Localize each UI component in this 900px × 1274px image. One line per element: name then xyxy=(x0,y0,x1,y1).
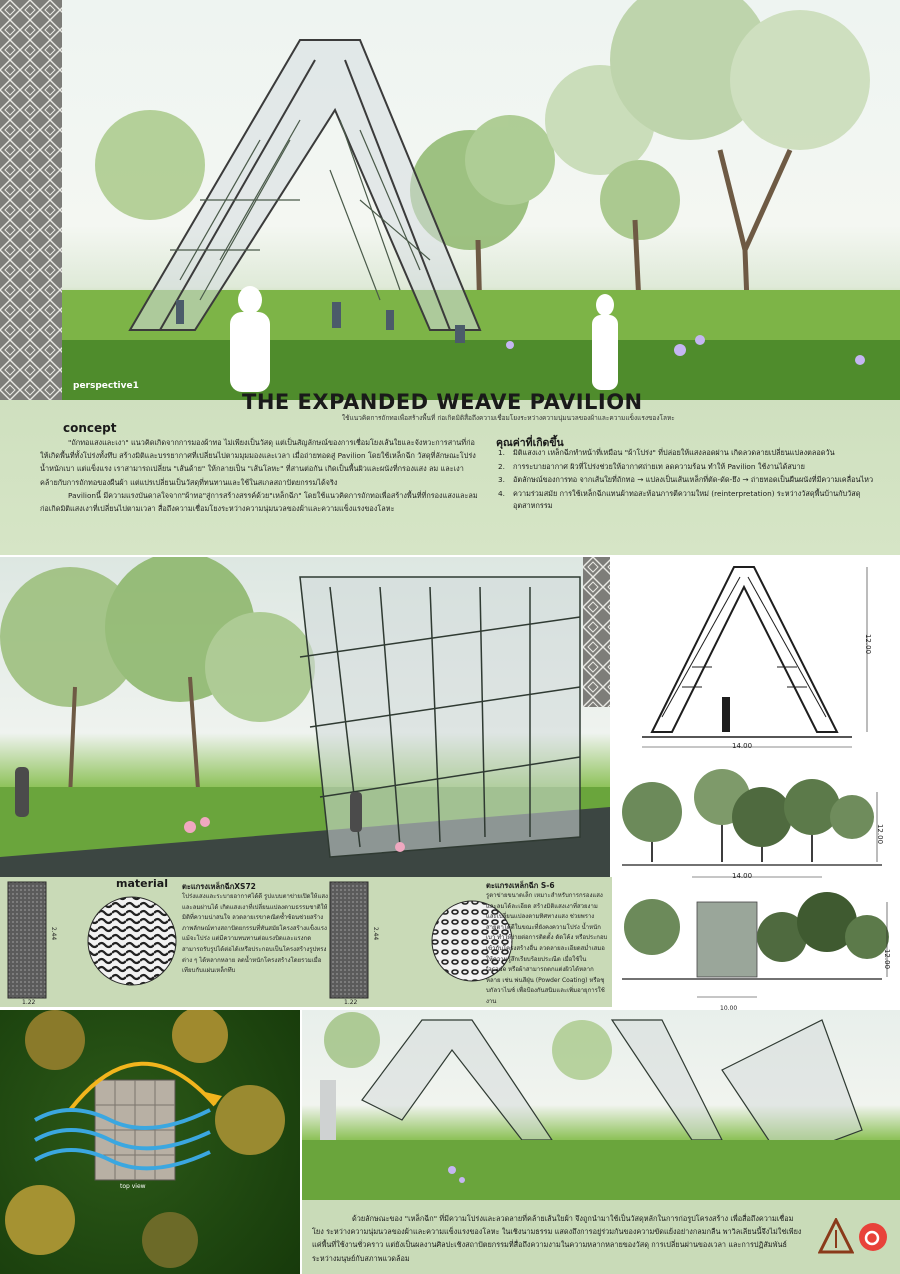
elevation-drawing xyxy=(622,769,885,877)
concept-heading: concept xyxy=(63,421,117,435)
features-heading: คุณค่าที่เกิดขึ้น xyxy=(496,437,564,449)
page-title: THE EXPANDED WEAVE PAVILION xyxy=(242,390,643,414)
summary-text xyxy=(312,1212,802,1265)
section-drawing xyxy=(652,567,837,732)
concept-paragraph-1: "ถักทอแสงและเงา" แนวคิดเกิดจากการมองผ้าทอ ไม่เพียงเป็นวัสดุ แต่เป็นสัญลักษณ์ของการเชื่อมโยงเส้นใยและจังหวะการสานที่ก่อให้เกิดพื้นที่ทั้งโปร่งทั้งทึบ สร้างมิติและบรรยากาศที่เปลี่ยนไปตามมุมมองและเวลา เมื่อถ่ายทอดสู่ Pavilion โดยใช้เหล็กฉีก วัสดุที่ลักษณะโปร่ง น้ำหนักเบา แต่แข็งแรง เราสามารถเปลี่ยน "เส้นด้าย" ให้กลายเป็น "เส้นโลหะ" ที่สานต่อกัน เกิดเป็นพื้นผิวและผนังที่กรองแสง ลม และเงา คล้ายกับการถักทอของผืนผ้า แต่แปรเปลี่ยนเป็นวัสดุที่ทนทานและใช้ในสเกลสถาปัตยกรรมได้จริง xyxy=(40,438,476,487)
mesh-detail-xs72 xyxy=(88,897,176,985)
hero-perspective-render xyxy=(0,0,900,410)
s6-height: 2.44 xyxy=(372,926,380,941)
section-width-label: 14.00 xyxy=(732,742,753,750)
trees xyxy=(0,557,315,722)
technical-drawings xyxy=(612,557,900,1007)
scale-figure xyxy=(722,697,730,732)
top-view-render xyxy=(0,1010,300,1274)
material-heading: material xyxy=(116,877,168,890)
logo-circle-icon xyxy=(858,1222,888,1252)
material-xs72-title: ตะแกรงเหล็กฉีกXS72 xyxy=(182,882,256,891)
interior-perspective-render xyxy=(0,557,610,877)
elevation-width-label: 14.00 xyxy=(732,872,753,880)
s6-width: 1.22 xyxy=(344,999,358,1006)
sheet-s6 xyxy=(330,882,368,998)
weave-pattern-strip xyxy=(0,0,62,410)
side-elevation-drawing xyxy=(622,892,892,997)
pavilion-views xyxy=(362,1020,862,1160)
feature-item: 2. การระบายอากาศ ผิวที่โปร่งช่วยให้อากาศถ่ายเท ลดความร้อน ทำให้ Pavilion ใช้งานได้สบาย xyxy=(498,461,805,471)
top-view-label: top view xyxy=(120,1183,146,1190)
side-width-label: 10.00 xyxy=(720,1005,738,1012)
features-list xyxy=(498,447,886,514)
elevation-height-label: 12.00 xyxy=(876,823,885,845)
feature-item: 4. ความร่วมสมัย การใช้เหล็กฉีกแทนผ้าทอสะท้อนการตีความใหม่ (reinterpretation) ระหว่างวัสดุพื้นบ้านกับวัสดุอุตสาหกรรม xyxy=(498,488,861,511)
material-xs72-desc: โปร่งแสงและระบายอากาศได้ดี รูปแบบตาข่ายเปิดให้แสงและลมผ่านได้ เกิดแสงเงาที่เปลี่ยนแปลงตามธรรมชาติให้มิติที่ความน่าสนใจ ลวดลายเรขาคณิตซ้ำซ้อนช่วยสร้างภาพลักษณ์ทางสถาปัตยกรรมที่ทันสมัยโครงสร้างแข็งแรง แม้จะโปร่ง แต่มีความทนทานต่อแรงบิดและแรงกด สามารถรับรูปได้ต่อได้เหรือประกอบเป็นโครงสร้างรูปทรงต่าง ๆ ได้หลากหลาย ลดน้ำหนักโครงสร้างโดยรวมเมื่อเทียบกับแผ่นเหล็กทึบ xyxy=(182,893,328,975)
section-height-label: 12.00 xyxy=(864,633,873,655)
sheet-xs72 xyxy=(8,882,46,998)
perspective-label: perspective1 xyxy=(73,381,139,391)
concept-text xyxy=(40,436,480,515)
page-subtitle: ใช้แนวคิดการถักทอเพื่อสร้างพื้นที่ ก่อเกิดมิติสื่อถึงความเชื่อมโยงระหว่างความนุ่มนวลของผ้าและความแข็งแรงของโลหะ xyxy=(342,414,675,422)
pavilion-wall xyxy=(300,577,580,857)
summary-paragraph: ด้วยลักษณะของ "เหล็กฉีก" ที่มีความโปร่งและลวดลายที่คล้ายเส้นใยผ้า จึงถูกนำมาใช้เป็นวัสดุหลักในการก่อรูปโครงสร้าง เพื่อสื่อถึงความเชื่อมโยง ระหว่างความนุ่มนวลของผ้าและความแข็งแรงของโลหะ ในเชิงนามธรรม แสดงถึงการอยู่ร่วมกันของความขัดแย้งอย่างกลมกลืน พาวิลเลียนนี้จึงไม่ใช่เพียงแค่พื้นที่ใช้งานชั่วคราว แต่ยังเป็นผลงานศิลปะเชิงสถาปัตยกรรมที่สื่อถึงความงามในความหลากหลายของวัสดุ การเปลี่ยนผ่านของเวลา และการปฏิสัมพันธ์ระหว่างมนุษย์กับสภาพแวดล้อม xyxy=(312,1214,802,1263)
feature-item: 1. มิติแสงเงา เหล็กฉีกทำหน้าที่เหมือน "ผ้าโปร่ง" ที่ปล่อยให้แสงลอดผ่าน เกิดลวดลายเปลี่ยนแปลงตลอดวัน xyxy=(498,448,835,457)
feature-item: 3. อัตลักษณ์ของการทอ จากเส้นใยที่ถักทอ → แปลงเป็นเส้นเหล็กที่ตัด-ดัด-ยึง → ถ่ายทอดเป็นผืนผนังที่มีความเคลื่อนไหว xyxy=(498,475,874,485)
concept-paragraph-2: Pavilionนี้ มีความแรงบันดาลใจจาก"ผ้าทอ"สู่การสร้างสรรค์ด้วย"เหล็กฉีก" โดยใช้แนวคิดการถักทอเพื่อสร้างพื้นที่ที่กรองแสงและลม ก่อเกิดมิติแสงเงาที่เปลี่ยนไปตามเวลา สื่อถึงความเชื่อมโยงระหว่างความนุ่มนวลของผ้าและความแข็งแรงของโลหะ xyxy=(40,490,478,514)
xs72-height: 2.44 xyxy=(50,926,58,941)
xs72-width: 1.22 xyxy=(22,999,36,1006)
sculpture xyxy=(320,1080,336,1140)
logo-triangle-icon xyxy=(818,1218,854,1254)
material-s6-desc: รูตาข่ายขนาดเล็ก เหมาะสำหรับการกรองแสงและลมได้ละเอียด สร้างมิติแสงเงาที่สวยงามและเปลี่ยนแปลงตามทิศทางแสง ช่วยพรางสายตาได้ดีในขณะที่ยังคงความโปร่ง น้ำหนักเบา ทำให้ง่ายต่อการติดตั้ง ดัดโค้ง หรือประกอบเข้ากับโครงสร้างอื่น ลวดลายละเอียดสม่ำเสมอ ให้ความรู้สึกเรียบร้อยประณีต เมื่อใช้ใน facade หรือผ้าสามารถตกแต่งผิวได้หลากหลาย เช่น พ่นสีฝุ่น (Powder Coating) หรือชุบกัลวาไนซ์ เพื่อป้องกันสนิมและเพิ่มอายุการใช้งาน xyxy=(486,892,608,1005)
hero-illustration xyxy=(0,0,900,410)
weave-pattern-strip-vertical xyxy=(583,557,610,707)
material-s6-title: ตะแกรงเหล็กฉีก S-6 xyxy=(486,881,555,890)
side-height-label: 12.00 xyxy=(883,948,892,970)
bottom-perspective-renders xyxy=(302,1010,900,1200)
